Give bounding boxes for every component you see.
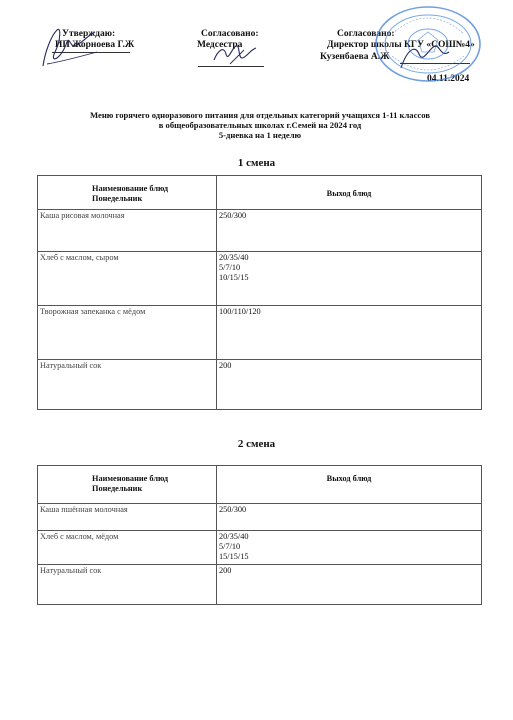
output-line: 20/35/40 <box>219 532 249 541</box>
table-row <box>38 565 482 605</box>
dish-output <box>217 306 482 360</box>
output-line: 200 <box>219 361 232 370</box>
output-line: 200 <box>219 566 232 575</box>
menu-title-line-2: в общеобразовательных школах г.Семей на 2024 год <box>158 120 362 130</box>
output-line: 100/110/120 <box>219 307 261 316</box>
output-line: 15/15/15 <box>219 552 249 561</box>
dish-output <box>217 252 482 306</box>
table-row <box>38 210 482 252</box>
shift-1-label: 1 смена <box>237 157 276 169</box>
approval-3-name2: Кузенбаева А.Ж <box>320 52 390 62</box>
dish-name: Натуральный сок <box>38 565 217 605</box>
shift-2-table <box>37 465 482 605</box>
approval-2-heading: Согласовано: <box>201 29 259 39</box>
signature-2 <box>210 40 260 70</box>
dish-name: Каша рисовая молочная <box>38 210 217 252</box>
approval-1-name: ИП Жорноева Г.Ж <box>55 40 135 50</box>
dish-output <box>217 360 482 410</box>
table-header-row <box>38 176 482 210</box>
output-line: 5/7/10 <box>219 263 241 272</box>
table-row <box>38 360 482 410</box>
header-dish-name-line2: Понедельник <box>92 194 143 203</box>
table-row <box>38 306 482 360</box>
output-line: 250/300 <box>219 211 247 220</box>
approval-2-name: Медсестра <box>197 40 243 50</box>
header-dish-name <box>38 466 217 504</box>
signature-1 <box>35 22 105 72</box>
dish-name: Хлеб с маслом, сыром <box>38 252 217 306</box>
table-header-row <box>38 466 482 504</box>
dish-output <box>217 504 482 531</box>
approval-3-heading: Согласовано: <box>337 29 395 39</box>
menu-title-line-3: 5-дневка на 1 неделю <box>218 130 302 140</box>
dish-name: Натуральный сок <box>38 360 217 410</box>
approval-1-heading: Утверждаю: <box>62 29 116 39</box>
approval-date: 04.11.2024 <box>427 74 470 84</box>
table-row <box>38 252 482 306</box>
shift-2-label: 2 смена <box>237 438 276 450</box>
official-stamp <box>372 4 484 86</box>
dish-name: Каша пшённая молочная <box>38 504 217 531</box>
header-dish-name-line2: Понедельник <box>92 484 143 493</box>
table-row <box>38 504 482 531</box>
output-line: 5/7/10 <box>219 542 241 551</box>
header-dish-name-line1: Наименование блюд <box>92 474 169 483</box>
output-line: 10/15/15 <box>219 273 249 282</box>
table-row <box>38 531 482 565</box>
header-dish-output: Выход блюд <box>217 176 482 210</box>
dish-output <box>217 531 482 565</box>
output-line: 20/35/40 <box>219 253 249 262</box>
shift-1-table <box>37 175 482 410</box>
dish-output <box>217 210 482 252</box>
output-line: 250/300 <box>219 505 247 514</box>
dish-name: Творожная запеканка с мёдом <box>38 306 217 360</box>
header-dish-name <box>38 176 217 210</box>
menu-title-line-1: Меню горячего одноразового питания для отдельных категорий учащихся 1-11 классов <box>90 110 430 120</box>
dish-output <box>217 565 482 605</box>
dish-name: Хлеб с маслом, мёдом <box>38 531 217 565</box>
header-dish-name-line1: Наименование блюд <box>92 184 169 193</box>
header-dish-output: Выход блюд <box>217 466 482 504</box>
approval-3-name: Директор школы КГУ «СОШ№4» <box>327 40 475 50</box>
